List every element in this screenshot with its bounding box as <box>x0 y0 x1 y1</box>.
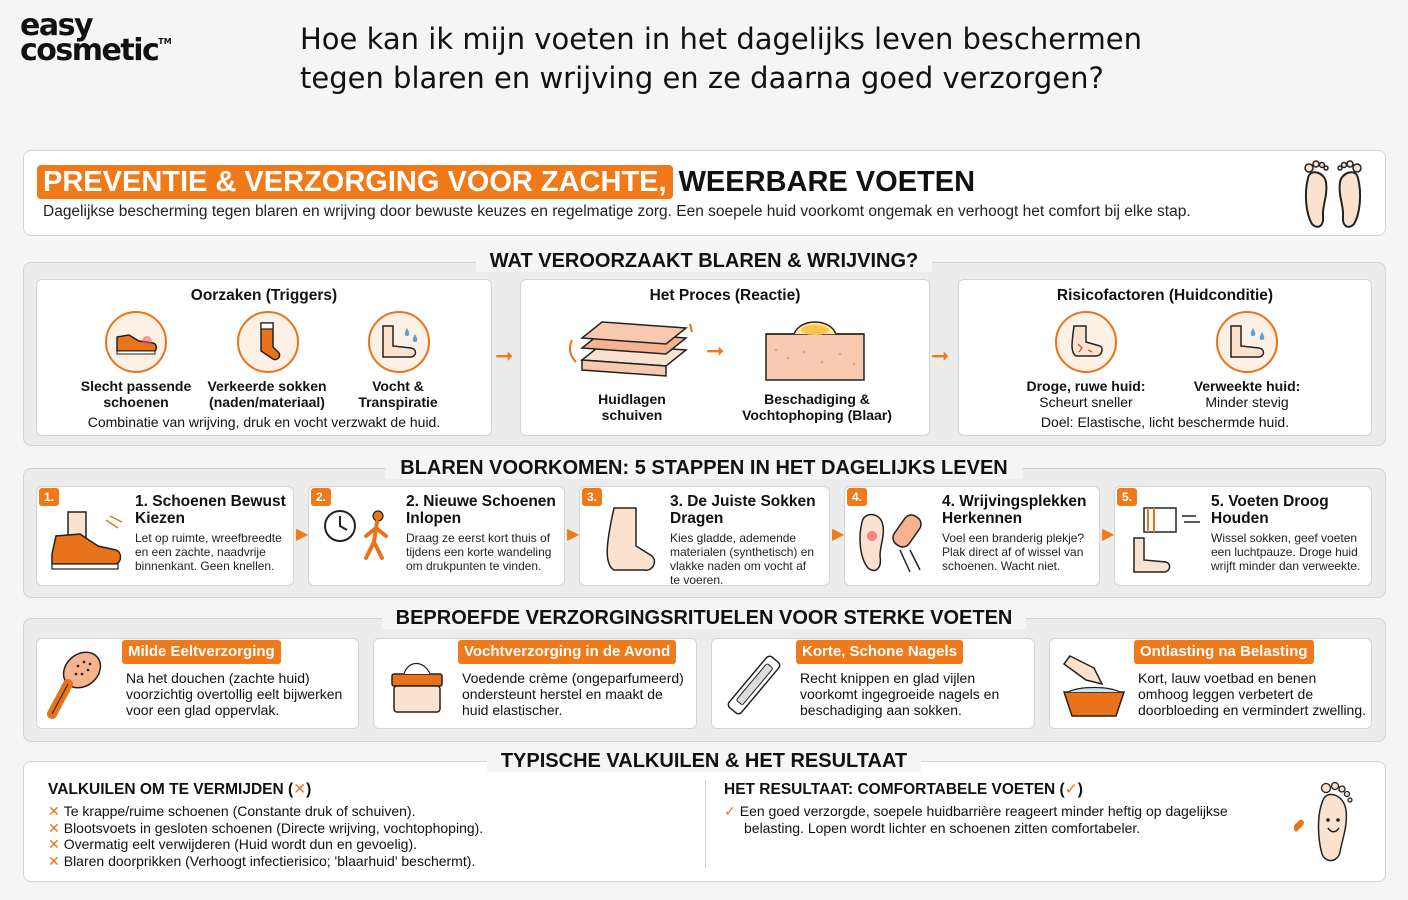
trigger-label-socks: Verkeerde sokken (naden/materiaal) <box>207 378 327 410</box>
wet-foot-icon <box>368 311 430 373</box>
shoe-icon <box>105 311 167 373</box>
result-text: ✓ Een goed verzorgde, soepele huidbarrière reageert minder heftig op dagelijkse belasting. Lopen wordt lichter en schoenen zitten comfortabeler. <box>724 803 1228 836</box>
happy-foot-icon <box>1288 780 1360 864</box>
ritual-tag-2: Vochtverzorging in de Avond <box>458 640 676 664</box>
brand-logo <box>20 8 180 68</box>
foot-bath-icon <box>1060 650 1128 720</box>
rituals-section-title: BEPROEFDE VERZORGINGSRITUELEN VOOR STERKE VOETEN <box>0 607 1408 630</box>
page-question <box>300 20 1300 98</box>
question-line-2: tegen blaren en wrijving en ze daarna goed verzorgen? <box>300 61 1104 95</box>
logo-line-2: cosmetic <box>20 32 159 68</box>
header-title <box>37 165 975 199</box>
step-arrow-icon-3: ▶ <box>832 526 845 543</box>
list-item: ✕ Blaren doorprikken (Verhoogt infectierisico; 'blaarhuid' beschermt). <box>48 852 476 869</box>
header-title-rest: WEERBARE VOETEN <box>678 165 976 198</box>
step-1-content: 1. Schoenen Bewust Kiezen Let op ruimte, wreefbreedte en een zachte, naadvrije binnenkant. Geen knellen. <box>135 493 286 573</box>
risk-label-soaked: Verweekte huid: Minder stevig <box>1193 378 1301 410</box>
list-item: ✕ Blootsvoets in gesloten schoenen (Directe wrijving, vochtophoping). <box>48 819 484 836</box>
step-arrow-icon-1: ▶ <box>296 526 309 543</box>
ritual-desc-4: Kort, lauw voetbad en benen omhoog leggen verbetert de doorbloeding en vermindert zwelling. <box>1138 670 1367 718</box>
avoid-title: VALKUILEN OM TE VERMIJDEN (✕) <box>48 781 312 798</box>
step-number-2: 2. <box>311 488 331 506</box>
logo-trademark: TM <box>158 36 172 46</box>
step-arrow-icon-2: ▶ <box>567 526 580 543</box>
checkmark-icon: ✓ <box>724 803 736 819</box>
risk-title: Risicofactoren (Huidconditie) <box>1056 287 1274 304</box>
result-title: HET RESULTAAT: COMFORTABELE VOETEN (✓) <box>724 781 1083 798</box>
cross-icon: ✕ <box>48 836 60 852</box>
cross-icon: ✕ <box>293 781 307 798</box>
question-line-1: Hoe kan ik mijn voeten in het dagelijks leven beschermen <box>300 22 1142 56</box>
pitfalls-divider <box>705 780 706 868</box>
walking-clock-icon <box>320 506 398 578</box>
process-label-layers: Huidlagen schuiven <box>598 391 666 423</box>
list-item: ✕ Te krappe/ruime schoenen (Constante druk of schuiven). <box>48 803 416 819</box>
cross-icon: ✕ <box>48 819 60 836</box>
ritual-tag-1: Milde Eeltverzorging <box>122 640 281 664</box>
trigger-label-shoes: Slecht passende schoenen <box>80 378 192 410</box>
towel-foot-icon <box>1124 504 1204 576</box>
ritual-desc-1: Na het douchen (zachte huid) voorzichtig overtollig eelt bijwerken voor een glad oppervlak. <box>126 670 343 718</box>
arrow-right-icon-2: ➞ <box>931 343 950 368</box>
step-number-4: 4. <box>847 488 867 506</box>
causes-section-title: WAT VEROORZAAKT BLAREN & WRIJVING? <box>0 250 1408 273</box>
foot-plaster-icon <box>854 504 934 576</box>
step-arrow-icon-4: ▶ <box>1102 526 1115 543</box>
feet-icon <box>1298 156 1368 230</box>
pumice-brush-icon <box>46 648 110 724</box>
step-number-1: 1. <box>39 488 59 506</box>
risk-label-dry: Droge, ruwe huid: Scheurt sneller <box>1026 378 1146 410</box>
list-item: ✕ Overmatig eelt verwijderen (Huid wordt dun en gevoelig). <box>48 836 418 852</box>
process-title: Het Proces (Reactie) <box>649 287 801 304</box>
triggers-note: Combinatie van wrijving, druk en vocht verzwakt de huid. <box>87 414 441 430</box>
trigger-label-moisture: Vocht & Transpiratie <box>358 378 438 410</box>
ritual-desc-2: Voedende crème (ongeparfumeerd) ondersteunt herstel en maakt de huid elastischer. <box>462 670 684 718</box>
process-label-blister: Beschadiging & Vochtophoping (Blaar) <box>742 391 892 423</box>
steps-section-title: BLAREN VOORKOMEN: 5 STAPPEN IN HET DAGELIJKS LEVEN <box>0 457 1408 480</box>
step-2-content: 2. Nieuwe Schoenen Inlopen Draag ze eerst kort thuis of tijdens een korte wandeling om drukpunten te vinden. <box>406 493 556 573</box>
cross-icon: ✕ <box>48 852 60 869</box>
header-subtitle: Dagelijkse bescherming tegen blaren en wrijving door bewuste keuzes en regelmatige zorg. Een soepele huid voorkomt ongemak en verhoogt het comfort bij elke stap. <box>43 203 1191 220</box>
header-title-highlight: PREVENTIE & VERZORGING VOOR ZACHTE, <box>37 165 673 199</box>
ritual-tag-4: Ontlasting na Belasting <box>1134 640 1314 664</box>
arrow-right-icon: ➞ <box>495 343 514 368</box>
sock-icon <box>237 311 299 373</box>
risk-card <box>958 279 1372 436</box>
step-number-3: 3. <box>582 488 602 506</box>
risk-note: Doel: Elastische, licht beschermde huid. <box>1040 414 1290 430</box>
pitfalls-section-title: TYPISCHE VALKUILEN & HET RESULTAAT <box>0 750 1408 773</box>
blister-icon <box>764 316 866 382</box>
shoe-fit-icon <box>46 510 124 574</box>
cream-jar-icon <box>386 656 448 718</box>
checkmark-icon: ✓ <box>1064 781 1078 798</box>
cross-icon: ✕ <box>48 803 60 819</box>
triggers-title: Oorzaken (Triggers) <box>190 287 338 304</box>
ritual-desc-3: Recht knippen en glad vijlen voorkomt ingegroeide nagels en beschadiging aan sokken. <box>800 670 1000 718</box>
step-4-content: 4. Wrijvingsplekken Herkennen Voel een branderig plekje? Plak direct af of wissel van schoenen. Wacht niet. <box>942 493 1087 573</box>
step-5-content: 5. Voeten Droog Houden Wissel sokken, geef voeten een luchtpauze. Droge huid wrijft minder dan verweekte. <box>1211 493 1361 573</box>
dry-heel-icon <box>1055 311 1117 373</box>
avoid-list <box>48 803 483 869</box>
sock-foot-icon <box>594 504 660 576</box>
process-arrow-icon: ➞ <box>706 338 725 363</box>
logo-line-1: easy <box>20 8 93 43</box>
step-number-5: 5. <box>1117 488 1137 506</box>
nail-clipper-icon <box>722 650 788 720</box>
ritual-tag-3: Korte, Schone Nagels <box>796 640 963 664</box>
skin-layers-icon <box>566 320 696 382</box>
soaked-foot-icon <box>1216 311 1278 373</box>
step-3-content: 3. De Juiste Sokken Dragen Kies gladde, ademende materialen (synthetisch) en vlakke naden om vocht af te voeren. <box>670 493 816 587</box>
